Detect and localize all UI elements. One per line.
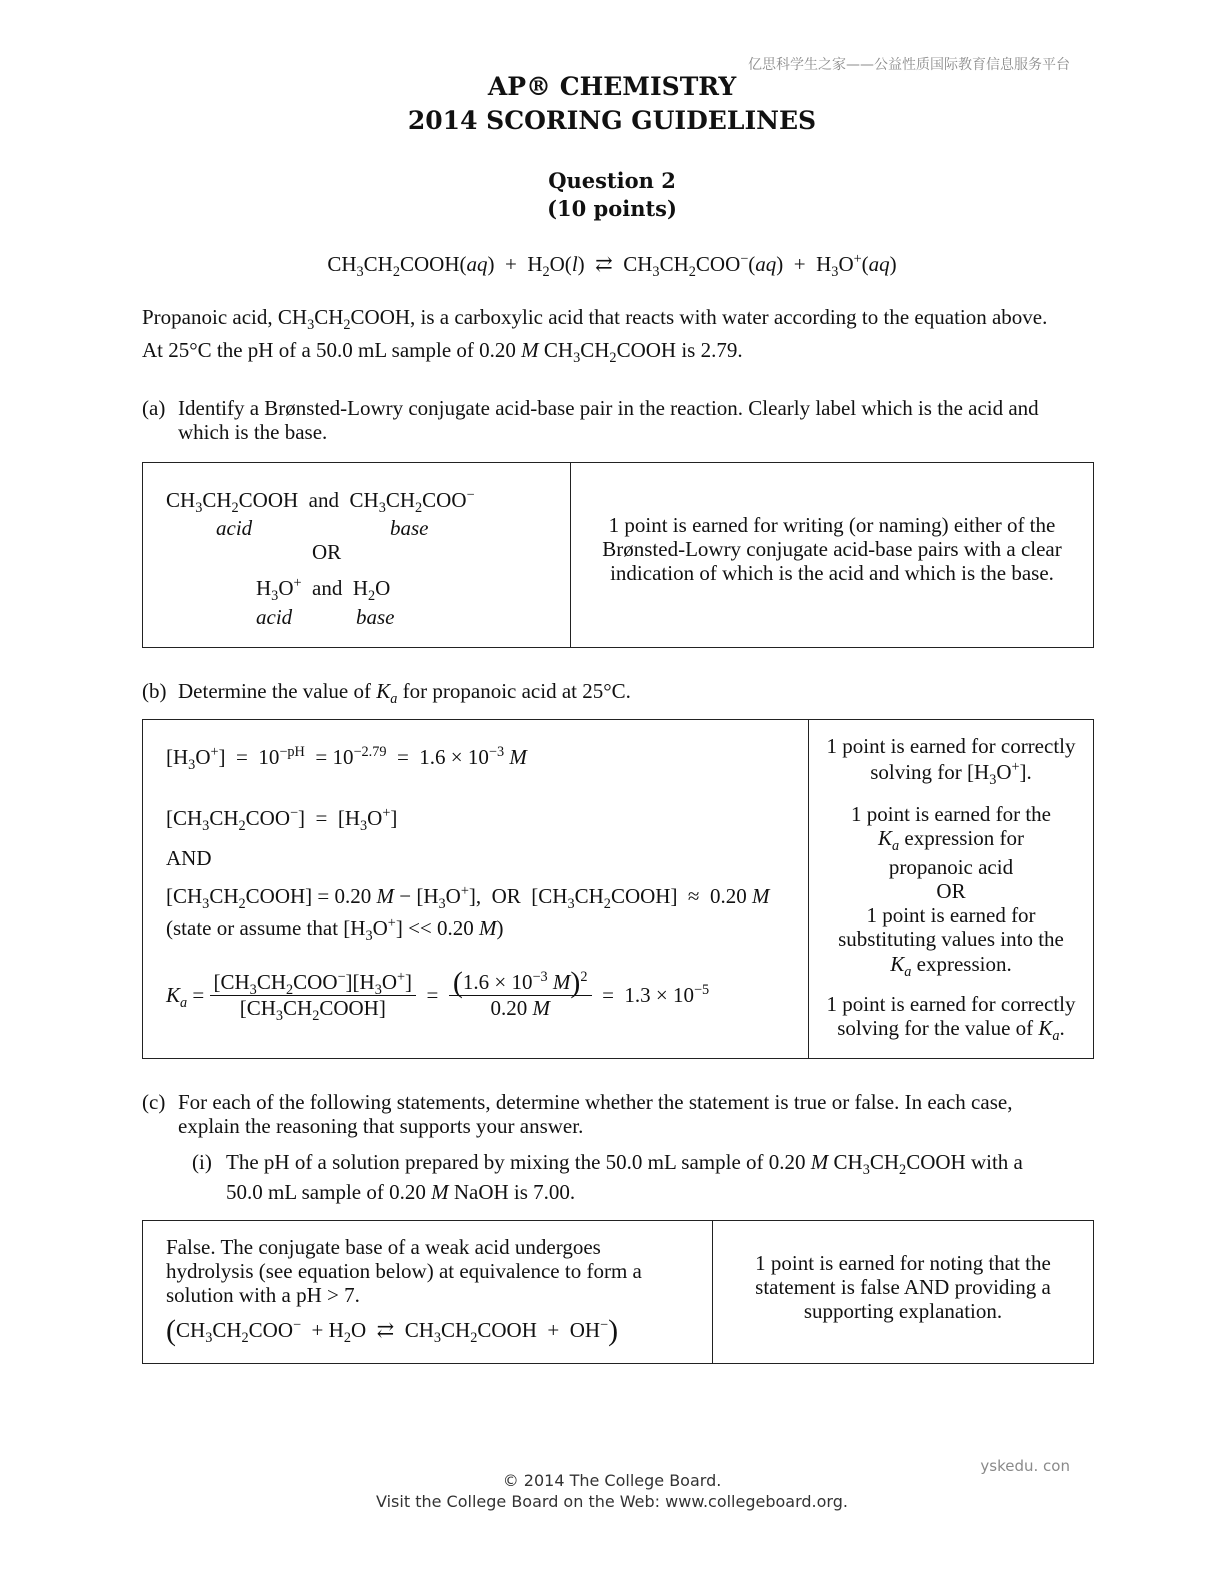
question-number: Question 2	[548, 168, 676, 193]
ka-result: 1.3 × 10	[624, 982, 694, 1007]
part-a-base-label-2: base	[356, 605, 395, 629]
part-a-prompt-line-1: Identify a Brønsted-Lowry conjugate acid-base pair in the reaction. Clearly label which is the acid and	[178, 396, 1039, 420]
part-b-assumption: (state or assume that $[H_3O^+] << 0.20$ M)	[166, 915, 504, 945]
intro-sentence-1: Propanoic acid, $CH_3CH_2COOH$, is a carboxylic acid that reacts with water according to the equation above.	[142, 305, 1048, 334]
part-a-acid-label-2: acid	[256, 605, 293, 629]
part-c-score-line-2: statement is false AND providing a	[755, 1275, 1051, 1299]
ka-fraction-1: $\frac{[CH_3CH_2COO^-][H_3O^+]}{[CH_3CH_2COOH]}$	[210, 970, 417, 1021]
watermark-text: 亿思科学生之家——公益性质国际教育信息服务平台	[748, 57, 1070, 73]
part-a-score-line-3: indication of which is the acid and which is the base.	[610, 561, 1054, 585]
part-c-answer-line-2: hydrolysis (see equation below) at equivalence to form a	[166, 1259, 642, 1283]
site-mark: yskedu. con	[980, 1457, 1070, 1475]
part-b-score-2-or: OR	[936, 879, 966, 903]
part-b-score-2-line-6: $K_a$ expression.	[890, 952, 1012, 981]
part-c-score-line-3: supporting explanation.	[803, 1299, 1003, 1323]
part-b-score-2-line-5: substituting values into the	[838, 927, 1064, 951]
ka-result-exponent: −5	[694, 981, 710, 998]
part-b-conj-base-eq: $[CH_3CH_2COO^-] = [H_3O^+]$	[166, 805, 398, 835]
footer-copyright: © 2014 The College Board.	[502, 1471, 722, 1490]
part-b-score-2-line-2: $K_a$ expression for	[878, 826, 1024, 855]
part-b-label: (b)	[142, 679, 167, 703]
part-a-score-line-2: Brønsted-Lowry conjugate acid-base pairs with a clear	[602, 537, 1062, 561]
part-b-and: AND	[166, 846, 212, 870]
part-b-divider	[808, 719, 809, 1059]
part-c-answer-line-1: False. The conjugate base of a weak acid undergoes	[166, 1235, 601, 1259]
part-c-prompt-line-1: For each of the following statements, determine whether the statement is true or false. In each case,	[178, 1090, 1013, 1114]
part-c-i-statement-line-2: 50.0 mL sample of 0.20 M NaOH is 7.00.	[226, 1180, 576, 1204]
part-a-pair-1: $CH_3CH_2COOH$ and $CH_3CH_2COO^-$	[166, 487, 475, 517]
part-c-label: (c)	[142, 1090, 166, 1114]
part-c-divider	[712, 1220, 713, 1364]
main-equation: $CH_3CH_2COOH(aq) + H_2O(l)$ ⇄ $CH_3CH_2COO^-(aq) + H_3O^+(aq)$	[327, 251, 897, 281]
part-c-hydrolysis-equation: ($CH_3CH_2COO^- + H_2O$ ⇄ $CH_3CH_2COOH + OH^-$)	[166, 1314, 619, 1347]
footer-website: Visit the College Board on the Web: www.collegeboard.org.	[376, 1492, 848, 1511]
part-a-score-line-1: 1 point is earned for writing (or naming) either of the	[608, 513, 1056, 537]
part-c-prompt-line-2: explain the reasoning that supports your answer.	[178, 1114, 584, 1138]
part-b-score-2-line-1: 1 point is earned for the	[850, 802, 1052, 826]
part-c-i-statement-line-1: The pH of a solution prepared by mixing the 50.0 mL sample of 0.20 M $CH_3CH_2COOH$ with a	[226, 1150, 1023, 1179]
part-a-or: OR	[312, 540, 342, 564]
part-b-h3o-calc: $[H_3O^+] = 10^{-pH} = 10^{-2.79} = 1.6 \times 10^{-3}$ M	[166, 744, 527, 774]
part-b-score-1-line-2: solving for $[H_3O^+]$.	[870, 759, 1032, 789]
part-c-answer-line-3: solution with a pH > 7.	[166, 1283, 360, 1307]
part-b-score-2-line-3: propanoic acid	[888, 855, 1014, 879]
intro-sentence-2: At 25°C the pH of a 50.0 mL sample of 0.20 M $CH_3CH_2COOH$ is 2.79.	[142, 338, 743, 367]
question-points: (10 points)	[547, 196, 677, 221]
part-b-score-2-line-4: 1 point is earned for	[866, 903, 1036, 927]
part-c-score-line-1: 1 point is earned for noting that the	[755, 1251, 1051, 1275]
part-a-pair-2: $H_3O^+$ and $H_2O$	[256, 575, 391, 605]
part-b-acid-conc: $[CH_3CH_2COOH] = 0.20$ $M - [H_3O^+]$, OR $[CH_3CH_2COOH] \approx 0.20$ M	[166, 883, 770, 913]
part-b-score-1-line-1: 1 point is earned for correctly	[826, 734, 1076, 758]
part-a-base-label-1: base	[390, 516, 429, 540]
part-b-score-3-line-1: 1 point is earned for correctly	[826, 992, 1076, 1016]
part-a-acid-label-1: acid	[216, 516, 253, 540]
part-b-prompt: Determine the value of $K_a$ for propanoic acid at 25°C.	[178, 679, 631, 708]
part-c-i-label: (i)	[192, 1150, 212, 1174]
part-b-score-3-line-2: solving for the value of $K_a$.	[837, 1016, 1065, 1045]
part-b-ka-expression: $K_a$ = $\frac{[CH_3CH_2COO^-][H_3O^+]}{[CH_3CH_2COOH]}$ = $\frac{(1.6 \times 10^{-3} M)^2}{0.20 M}$ = $1.3 \times 10^{-5}$	[166, 965, 710, 1024]
part-a-divider	[570, 462, 571, 648]
part-a-prompt-line-2: which is the base.	[178, 420, 328, 444]
ka-fraction-2: $\frac{(1.6 \times 10^{-3} M)^2}{0.20 M}$	[449, 970, 592, 1021]
title-line-1: AP® CHEMISTRY	[487, 72, 737, 101]
part-a-label: (a)	[142, 396, 166, 420]
title-line-2: 2014 SCORING GUIDELINES	[407, 106, 817, 135]
